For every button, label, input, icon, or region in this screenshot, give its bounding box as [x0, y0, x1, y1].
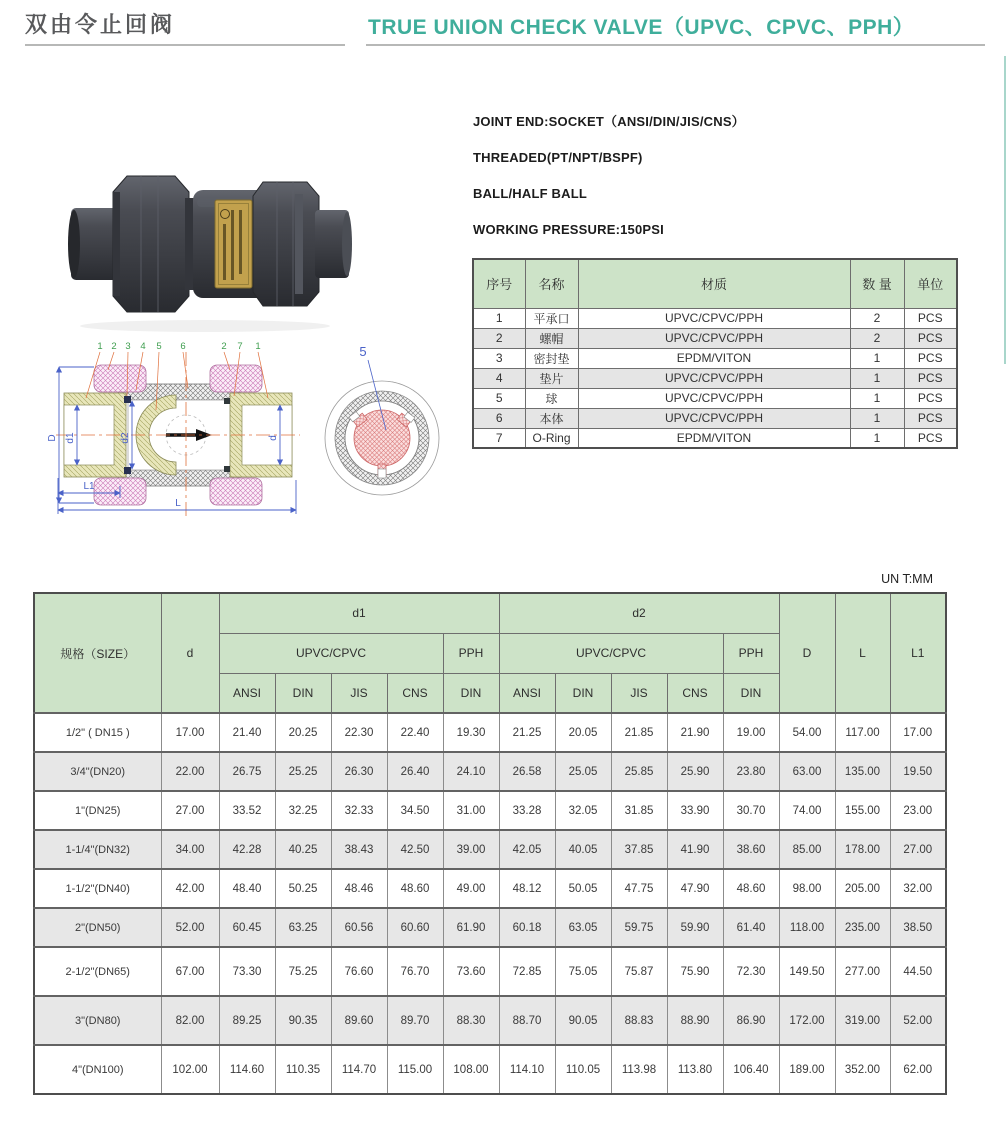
callout-4: 4 — [140, 341, 146, 352]
parts-cell: PCS — [904, 348, 957, 368]
dim-value-cell: 21.25 — [499, 713, 555, 752]
dim-size-cell: 2"(DN50) — [34, 908, 161, 947]
dim-value-cell: 60.60 — [387, 908, 443, 947]
dim-value-cell: 44.50 — [890, 947, 946, 996]
dim-value-cell: 88.30 — [443, 996, 499, 1045]
dim-value-cell: 75.05 — [555, 947, 611, 996]
dim-value-cell: 32.00 — [890, 869, 946, 908]
dim-row — [34, 869, 946, 908]
dim-value-cell: 235.00 — [835, 908, 890, 947]
dim-value-cell: 89.25 — [219, 996, 275, 1045]
dim-value-cell: 42.00 — [161, 869, 219, 908]
dim-value-cell: 22.40 — [387, 713, 443, 752]
parts-cell: 1 — [850, 408, 904, 428]
spec-ball: BALL/HALF BALL — [473, 186, 587, 201]
parts-col-qty: 数 量 — [850, 259, 904, 308]
dim-value-cell: 47.75 — [611, 869, 667, 908]
dim-value-cell: 178.00 — [835, 830, 890, 869]
parts-cell: 螺帽 — [525, 328, 578, 348]
callout-2b: 2 — [221, 341, 227, 352]
dim-value-cell: 33.90 — [667, 791, 723, 830]
parts-cell: 1 — [850, 368, 904, 388]
spec-list — [473, 112, 745, 256]
dim-value-cell: 25.05 — [555, 752, 611, 791]
dim-value-cell: 60.18 — [499, 908, 555, 947]
parts-cell: 1 — [850, 428, 904, 448]
dim-value-cell: 88.83 — [611, 996, 667, 1045]
dim-std-d2-cns: CNS — [667, 673, 723, 713]
dim-label-d2: d2 — [120, 432, 131, 444]
dim-value-cell: 20.05 — [555, 713, 611, 752]
dim-value-cell: 48.12 — [499, 869, 555, 908]
callout-6: 6 — [180, 341, 186, 352]
dim-value-cell: 110.05 — [555, 1045, 611, 1094]
dim-label-d1: d1 — [65, 432, 76, 444]
dim-group-d2: d2 — [499, 593, 779, 633]
parts-cell: 4 — [473, 368, 525, 388]
dim-size-cell: 4"(DN100) — [34, 1045, 161, 1094]
parts-cell: PCS — [904, 388, 957, 408]
end-view — [325, 344, 439, 495]
dim-value-cell: 352.00 — [835, 1045, 890, 1094]
parts-cell: 密封垫 — [525, 348, 578, 368]
dim-std-d1-ansi: ANSI — [219, 673, 275, 713]
dim-value-cell: 38.43 — [331, 830, 387, 869]
dim-value-cell: 88.90 — [667, 996, 723, 1045]
dim-value-cell: 86.90 — [723, 996, 779, 1045]
dim-value-cell: 33.28 — [499, 791, 555, 830]
dim-value-cell: 110.35 — [275, 1045, 331, 1094]
dim-label-L1: L1 — [83, 481, 95, 492]
dim-value-cell: 319.00 — [835, 996, 890, 1045]
title-underline-right — [366, 44, 985, 46]
parts-cell: UPVC/CPVC/PPH — [578, 328, 850, 348]
dim-value-cell: 73.30 — [219, 947, 275, 996]
dim-value-cell: 52.00 — [890, 996, 946, 1045]
dim-value-cell: 26.40 — [387, 752, 443, 791]
dim-group-upvc-cpvc-d2: UPVC/CPVC — [499, 633, 723, 673]
dim-row — [34, 791, 946, 830]
dim-value-cell: 89.60 — [331, 996, 387, 1045]
dim-value-cell: 115.00 — [387, 1045, 443, 1094]
dim-value-cell: 49.00 — [443, 869, 499, 908]
parts-cell: PCS — [904, 368, 957, 388]
dim-value-cell: 117.00 — [835, 713, 890, 752]
dim-value-cell: 50.05 — [555, 869, 611, 908]
dim-value-cell: 19.00 — [723, 713, 779, 752]
parts-cell: UPVC/CPVC/PPH — [578, 388, 850, 408]
parts-cell: PCS — [904, 428, 957, 448]
parts-cell: 6 — [473, 408, 525, 428]
dim-size-cell: 1"(DN25) — [34, 791, 161, 830]
dim-size-cell: 1-1/4"(DN32) — [34, 830, 161, 869]
dim-value-cell: 34.00 — [161, 830, 219, 869]
dim-value-cell: 38.50 — [890, 908, 946, 947]
dim-value-cell: 48.46 — [331, 869, 387, 908]
dim-col-size: 规格（SIZE） — [34, 593, 161, 713]
dim-group-d1: d1 — [219, 593, 499, 633]
dim-value-cell: 21.90 — [667, 713, 723, 752]
dim-value-cell: 39.00 — [443, 830, 499, 869]
parts-cell: 3 — [473, 348, 525, 368]
dim-value-cell: 59.90 — [667, 908, 723, 947]
dim-value-cell: 22.30 — [331, 713, 387, 752]
dim-value-cell: 75.25 — [275, 947, 331, 996]
dim-size-cell: 3/4"(DN20) — [34, 752, 161, 791]
parts-cell: 垫片 — [525, 368, 578, 388]
dim-size-cell: 3"(DN80) — [34, 996, 161, 1045]
dim-value-cell: 82.00 — [161, 996, 219, 1045]
dim-std-d1-din: DIN — [275, 673, 331, 713]
parts-cell: 2 — [850, 308, 904, 328]
parts-row — [473, 388, 957, 408]
dim-value-cell: 72.30 — [723, 947, 779, 996]
parts-col-unit: 单位 — [904, 259, 957, 308]
dim-value-cell: 27.00 — [890, 830, 946, 869]
dim-value-cell: 17.00 — [161, 713, 219, 752]
dim-value-cell: 31.85 — [611, 791, 667, 830]
dim-value-cell: 106.40 — [723, 1045, 779, 1094]
dim-value-cell: 62.00 — [890, 1045, 946, 1094]
dim-value-cell: 47.90 — [667, 869, 723, 908]
parts-row — [473, 308, 957, 328]
dim-header-row-1 — [34, 593, 946, 633]
callout-3: 3 — [125, 341, 131, 352]
dim-value-cell: 25.90 — [667, 752, 723, 791]
parts-cell: 2 — [850, 328, 904, 348]
dim-value-cell: 25.25 — [275, 752, 331, 791]
dim-value-cell: 19.50 — [890, 752, 946, 791]
dim-value-cell: 60.56 — [331, 908, 387, 947]
dim-value-cell: 63.00 — [779, 752, 835, 791]
unit-note: UN T:MM — [881, 572, 933, 586]
dim-value-cell: 34.50 — [387, 791, 443, 830]
dim-row — [34, 947, 946, 996]
dim-value-cell: 21.40 — [219, 713, 275, 752]
dim-col-d: d — [161, 593, 219, 713]
dim-value-cell: 17.00 — [890, 713, 946, 752]
dim-std-d1-cns: CNS — [387, 673, 443, 713]
dim-value-cell: 40.25 — [275, 830, 331, 869]
callout-5: 5 — [156, 341, 162, 352]
dim-row — [34, 908, 946, 947]
dimension-table — [33, 592, 947, 1095]
dim-col-L1: L1 — [890, 593, 946, 713]
parts-col-name: 名称 — [525, 259, 578, 308]
dim-value-cell: 114.70 — [331, 1045, 387, 1094]
parts-header-row — [473, 259, 957, 308]
dim-value-cell: 32.33 — [331, 791, 387, 830]
callout-numbers — [97, 341, 260, 352]
dim-value-cell: 50.25 — [275, 869, 331, 908]
parts-cell: 7 — [473, 428, 525, 448]
dim-value-cell: 32.25 — [275, 791, 331, 830]
dim-value-cell: 37.85 — [611, 830, 667, 869]
parts-row — [473, 408, 957, 428]
dim-std-d1-pph-din: DIN — [443, 673, 499, 713]
dim-group-pph-d1: PPH — [443, 633, 499, 673]
dim-value-cell: 19.30 — [443, 713, 499, 752]
dim-value-cell: 63.25 — [275, 908, 331, 947]
valve-product-photo — [55, 148, 355, 338]
dim-group-upvc-cpvc-d1: UPVC/CPVC — [219, 633, 443, 673]
parts-table — [472, 258, 958, 449]
parts-cell: PCS — [904, 308, 957, 328]
dim-row — [34, 1045, 946, 1094]
parts-row — [473, 328, 957, 348]
page-title-english: TRUE UNION CHECK VALVE（UPVC、CPVC、PPH） — [368, 16, 915, 39]
parts-cell: PCS — [904, 408, 957, 428]
dim-std-d2-ansi: ANSI — [499, 673, 555, 713]
dim-value-cell: 54.00 — [779, 713, 835, 752]
dim-col-L: L — [835, 593, 890, 713]
parts-cell: 本体 — [525, 408, 578, 428]
parts-row — [473, 428, 957, 448]
dim-value-cell: 41.90 — [667, 830, 723, 869]
parts-cell: 1 — [850, 348, 904, 368]
page-title-chinese: 双由令止回阀 — [25, 12, 176, 37]
dim-row — [34, 752, 946, 791]
dim-std-d1-jis: JIS — [331, 673, 387, 713]
dim-value-cell: 52.00 — [161, 908, 219, 947]
dim-value-cell: 61.90 — [443, 908, 499, 947]
dim-size-cell: 1/2" ( DN15 ) — [34, 713, 161, 752]
dim-value-cell: 205.00 — [835, 869, 890, 908]
dim-value-cell: 89.70 — [387, 996, 443, 1045]
callout-2: 2 — [111, 341, 117, 352]
dim-value-cell: 27.00 — [161, 791, 219, 830]
parts-cell: 1 — [473, 308, 525, 328]
spec-joint-end: JOINT END:SOCKET（ANSI/DIN/JIS/CNS） — [473, 114, 745, 129]
dim-value-cell: 48.60 — [387, 869, 443, 908]
dim-value-cell: 42.05 — [499, 830, 555, 869]
dim-value-cell: 76.60 — [331, 947, 387, 996]
dim-std-d2-pph-din: DIN — [723, 673, 779, 713]
dim-value-cell: 114.10 — [499, 1045, 555, 1094]
parts-row — [473, 368, 957, 388]
dim-value-cell: 59.75 — [611, 908, 667, 947]
dim-value-cell: 90.35 — [275, 996, 331, 1045]
dim-value-cell: 32.05 — [555, 791, 611, 830]
dim-value-cell: 113.80 — [667, 1045, 723, 1094]
parts-cell: PCS — [904, 328, 957, 348]
dim-value-cell: 88.70 — [499, 996, 555, 1045]
dim-value-cell: 23.80 — [723, 752, 779, 791]
valve-technical-drawing — [28, 338, 478, 550]
dim-value-cell: 73.60 — [443, 947, 499, 996]
dim-value-cell: 76.70 — [387, 947, 443, 996]
parts-cell: UPVC/CPVC/PPH — [578, 368, 850, 388]
dim-value-cell: 48.60 — [723, 869, 779, 908]
dim-value-cell: 33.52 — [219, 791, 275, 830]
dim-size-cell: 1-1/2"(DN40) — [34, 869, 161, 908]
callout-1b: 1 — [255, 341, 261, 352]
spec-threaded: THREADED(PT/NPT/BSPF) — [473, 150, 643, 165]
parts-cell: 1 — [850, 388, 904, 408]
dim-value-cell: 26.30 — [331, 752, 387, 791]
dim-value-cell: 31.00 — [443, 791, 499, 830]
parts-cell: 球 — [525, 388, 578, 408]
dim-value-cell: 23.00 — [890, 791, 946, 830]
dim-std-d2-jis: JIS — [611, 673, 667, 713]
dim-row — [34, 830, 946, 869]
dim-value-cell: 42.28 — [219, 830, 275, 869]
dim-value-cell: 172.00 — [779, 996, 835, 1045]
parts-row — [473, 348, 957, 368]
dim-value-cell: 67.00 — [161, 947, 219, 996]
dim-value-cell: 113.98 — [611, 1045, 667, 1094]
valve-label — [215, 200, 252, 288]
parts-cell: 平承口 — [525, 308, 578, 328]
dim-value-cell: 60.45 — [219, 908, 275, 947]
dim-value-cell: 75.90 — [667, 947, 723, 996]
parts-col-material: 材质 — [578, 259, 850, 308]
callout-7: 7 — [237, 341, 243, 352]
parts-cell: 2 — [473, 328, 525, 348]
dim-value-cell: 277.00 — [835, 947, 890, 996]
spec-working-pressure: WORKING PRESSURE:150PSI — [473, 222, 664, 237]
dim-label-d: d — [268, 435, 279, 441]
parts-cell: UPVC/CPVC/PPH — [578, 308, 850, 328]
dim-size-cell: 2-1/2"(DN65) — [34, 947, 161, 996]
parts-cell: UPVC/CPVC/PPH — [578, 408, 850, 428]
dim-value-cell: 21.85 — [611, 713, 667, 752]
dim-value-cell: 155.00 — [835, 791, 890, 830]
dim-value-cell: 38.60 — [723, 830, 779, 869]
dim-row — [34, 996, 946, 1045]
dim-value-cell: 135.00 — [835, 752, 890, 791]
dim-value-cell: 63.05 — [555, 908, 611, 947]
parts-cell: O-Ring — [525, 428, 578, 448]
dim-value-cell: 85.00 — [779, 830, 835, 869]
dim-value-cell: 108.00 — [443, 1045, 499, 1094]
dim-value-cell: 102.00 — [161, 1045, 219, 1094]
dim-value-cell: 72.85 — [499, 947, 555, 996]
parts-col-no: 序号 — [473, 259, 525, 308]
dim-row — [34, 713, 946, 752]
callout-1: 1 — [97, 341, 103, 352]
parts-cell: EPDM/VITON — [578, 428, 850, 448]
dim-value-cell: 42.50 — [387, 830, 443, 869]
dim-value-cell: 20.25 — [275, 713, 331, 752]
parts-cell: EPDM/VITON — [578, 348, 850, 368]
dim-value-cell: 30.70 — [723, 791, 779, 830]
title-underline-left — [25, 44, 345, 46]
dim-value-cell: 98.00 — [779, 869, 835, 908]
dim-value-cell: 24.10 — [443, 752, 499, 791]
dim-value-cell: 25.85 — [611, 752, 667, 791]
dim-col-D: D — [779, 593, 835, 713]
dim-value-cell: 74.00 — [779, 791, 835, 830]
dim-value-cell: 189.00 — [779, 1045, 835, 1094]
dim-group-pph-d2: PPH — [723, 633, 779, 673]
dim-value-cell: 75.87 — [611, 947, 667, 996]
parts-cell: 5 — [473, 388, 525, 408]
end-view-callout-5: 5 — [359, 344, 367, 359]
dim-value-cell: 149.50 — [779, 947, 835, 996]
page-edge-accent — [1004, 56, 1006, 364]
dim-label-D: D — [47, 434, 58, 442]
dim-value-cell: 114.60 — [219, 1045, 275, 1094]
dim-value-cell: 26.58 — [499, 752, 555, 791]
dim-std-d2-din: DIN — [555, 673, 611, 713]
dim-value-cell: 40.05 — [555, 830, 611, 869]
dim-value-cell: 26.75 — [219, 752, 275, 791]
dim-value-cell: 90.05 — [555, 996, 611, 1045]
dim-value-cell: 61.40 — [723, 908, 779, 947]
dim-value-cell: 48.40 — [219, 869, 275, 908]
dim-value-cell: 22.00 — [161, 752, 219, 791]
dim-value-cell: 118.00 — [779, 908, 835, 947]
dim-label-L: L — [175, 498, 181, 509]
